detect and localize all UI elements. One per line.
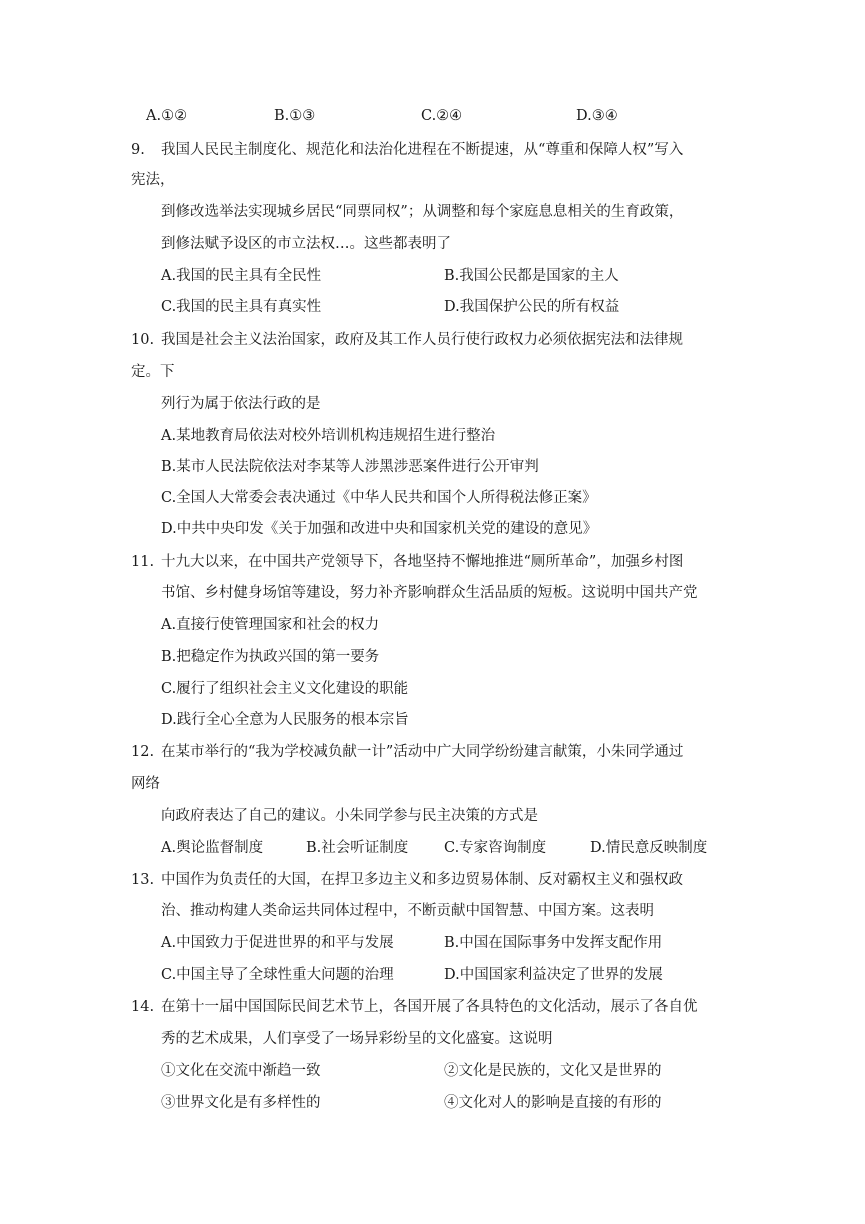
q14-statement-2: ②文化是民族的，文化又是世界的 [444, 1063, 662, 1079]
q11-stem-line2: 书馆、乡村健身场馆等建设，努力补齐影响群众生活品质的短板。这说明中国共产党 [161, 585, 698, 601]
q11-option-d: D.践行全心全意为人民服务的根本宗旨 [161, 712, 409, 728]
q10-option-b: B.某市人民法院依法对李某等人涉黑涉恶案件进行公开审判 [161, 459, 539, 475]
q9-stem-line4: 到修法赋予设区的市立法权…。这些都表明了 [161, 236, 451, 252]
q12-option-b: B.社会听证制度 [306, 840, 409, 856]
q13-text-1: 中国作为负责任的大国，在捍卫多边主义和多边贸易体制、反对霸权主义和强权政 [161, 872, 683, 888]
q13-option-c: C.中国主导了全球性重大问题的治理 [161, 967, 394, 983]
q10-number: 10. [131, 332, 155, 348]
q9-text-1: 我国人民民主制度化、规范化和法治化进程在不断提速，从“尊重和保障人权”写入 [161, 142, 684, 158]
q14-statement-3: ③世界文化是有多样性的 [161, 1095, 321, 1111]
q8-option-d: D.③④ [576, 108, 618, 124]
q11-option-b: B.把稳定作为执政兴国的第一要务 [161, 649, 380, 665]
q11-text-1: 十九大以来，在中国共产党领导下，各地坚持不懈地推进“厕所革命”，加强乡村图 [161, 554, 684, 570]
q12-stem-line3: 向政府表达了自己的建议。小朱同学参与民主决策的方式是 [161, 808, 538, 824]
q10-text-1: 我国是社会主义法治国家，政府及其工作人员行使行政权力必须依据宪法和法律规 [161, 332, 683, 348]
q12-text-1: 在某市举行的“我为学校减负献一计”活动中广大同学纷纷建言献策，小朱同学通过 [161, 744, 684, 760]
q13-option-b: B.中国在国际事务中发挥支配作用 [444, 935, 663, 951]
q10-stem-line1 [131, 330, 683, 350]
q11-stem-line1 [131, 552, 683, 572]
q12-option-c: C.专家咨询制度 [444, 840, 547, 856]
q13-stem-line2: 治、推动构建人类命运共同体过程中，不断贡献中国智慧、中国方案。这表明 [161, 903, 654, 919]
q9-option-a: A.我国的民主具有全民性 [161, 268, 322, 284]
q8-option-b: B.①③ [274, 108, 316, 124]
q12-option-d: D.情民意反映制度 [590, 840, 708, 856]
q12-stem-line2: 网络 [131, 776, 160, 792]
q11-option-c: C.履行了组织社会主义文化建设的职能 [161, 681, 409, 697]
q11-option-a: A.直接行使管理国家和社会的权力 [161, 617, 380, 633]
q8-option-c: C.②④ [421, 108, 463, 124]
q14-statement-1: ①文化在交流中渐趋一致 [161, 1063, 321, 1079]
q14-stem-line1 [131, 997, 698, 1017]
q14-number: 14. [131, 999, 155, 1015]
q8-option-a: A.①② [146, 108, 188, 124]
q12-number: 12. [131, 744, 155, 760]
q14-stem-line2: 秀的艺术成果，人们享受了一场异彩纷呈的文化盛宴。这说明 [161, 1031, 553, 1047]
q10-stem-line2: 定。下 [131, 364, 175, 380]
q9-option-c: C.我国的民主具有真实性 [161, 299, 322, 315]
q13-option-a: A.中国致力于促进世界的和平与发展 [161, 935, 394, 951]
q9-option-b: B.我国公民都是国家的主人 [444, 268, 619, 284]
q13-stem-line1 [131, 870, 683, 890]
q11-number: 11. [131, 554, 155, 570]
q9-stem-line1 [131, 140, 683, 160]
q9-option-d: D.我国保护公民的所有权益 [444, 299, 620, 315]
q10-option-c: C.全国人大常委会表决通过《中华人民共和国个人所得税法修正案》 [161, 490, 597, 506]
q12-stem-line1 [131, 742, 683, 762]
q10-stem-line3: 列行为属于依法行政的是 [161, 396, 321, 412]
q13-option-d: D.中国国家利益决定了世界的发展 [444, 967, 663, 983]
q10-option-d: D.中共中央印发《关于加强和改进中央和国家机关党的建设的意见》 [161, 521, 598, 537]
q14-statement-4: ④文化对人的影响是直接的有形的 [444, 1095, 662, 1111]
q10-option-a: A.某地教育局依法对校外培训机构违规招生进行整治 [161, 428, 496, 444]
q9-stem-line2: 宪法， [131, 172, 175, 188]
q9-number: 9. [131, 142, 145, 158]
q12-option-a: A.舆论监督制度 [161, 840, 264, 856]
q14-text-1: 在第十一届中国国际民间艺术节上，各国开展了各具特色的文化活动，展示了各自优 [161, 999, 698, 1015]
q9-stem-line3: 到修改选举法实现城乡居民“同票同权”；从调整和每个家庭息息相关的生育政策， [161, 204, 684, 220]
q13-number: 13. [131, 872, 155, 888]
